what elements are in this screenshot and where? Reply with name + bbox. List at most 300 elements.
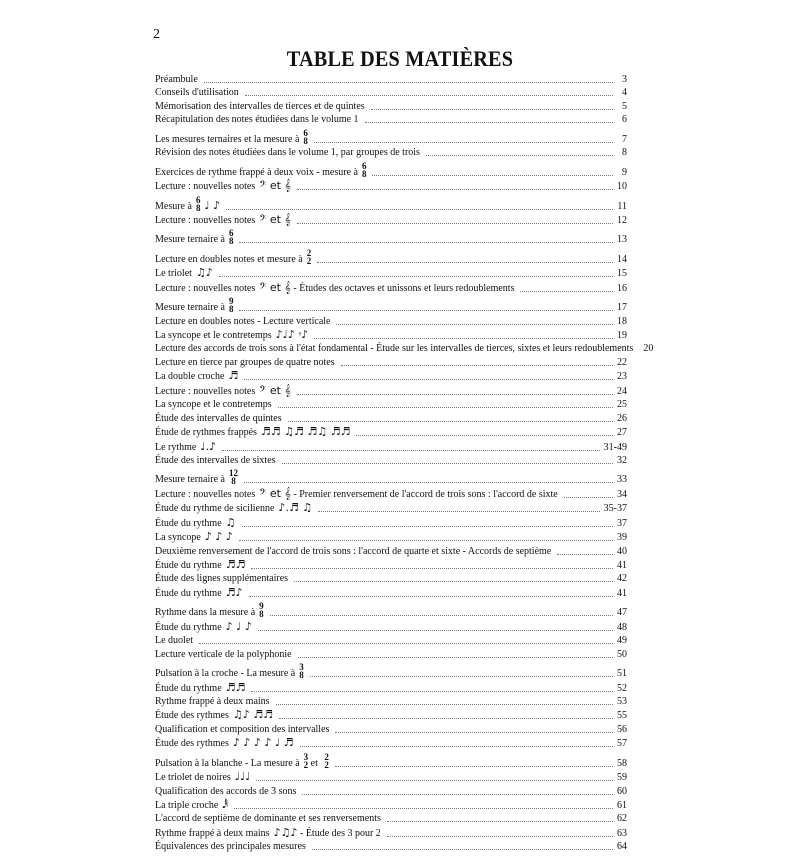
dot-leader: [335, 766, 613, 767]
toc-entry[interactable]: [155, 358, 627, 368]
toc-entry[interactable]: [155, 280, 627, 294]
toc-page-number: 23: [617, 371, 627, 383]
toc-entry-title: [155, 560, 245, 571]
toc-entry[interactable]: [155, 162, 627, 178]
toc-entry-title: [155, 515, 236, 529]
toc-entry-title: [155, 249, 311, 265]
toc-page-number: 24: [617, 385, 627, 397]
dot-leader: [312, 849, 613, 850]
toc-entry-title: [155, 503, 312, 514]
time-signature-denominator: 2: [303, 759, 309, 770]
dot-leader: [520, 291, 613, 292]
toc-entry-text: Étude du rythme: [155, 517, 222, 529]
time-signature-numerator: 2: [324, 751, 329, 762]
toc-entry-title: [155, 212, 291, 226]
toc-entry[interactable]: [155, 547, 627, 557]
toc-page-number: 31-49: [603, 441, 627, 453]
dot-leader: [298, 657, 613, 658]
toc-page-number: 61: [617, 800, 627, 811]
toc-entry[interactable]: [155, 560, 627, 571]
toc-entry-conjunction: et: [308, 757, 321, 769]
toc-entry-title: [155, 383, 291, 397]
toc-entry[interactable]: [155, 317, 627, 327]
toc-entry[interactable]: [155, 297, 627, 313]
dot-leader: [372, 175, 613, 176]
toc-entry-title: [155, 280, 515, 294]
toc-entry-text: Lecture verticale de la polyphonie: [155, 648, 292, 660]
toc-entry[interactable]: [155, 738, 627, 749]
music-notation-icon: ♫: [225, 515, 236, 529]
toc-entry-text: Mesure à: [155, 200, 192, 212]
time-signature: [196, 196, 201, 212]
toc-entry[interactable]: [155, 343, 654, 355]
toc-page-number: 48: [617, 621, 627, 633]
dot-leader: [564, 497, 613, 498]
toc-entry-text: Le triolet: [155, 268, 192, 280]
toc-entry[interactable]: [155, 129, 627, 145]
toc-entry[interactable]: [155, 650, 627, 660]
music-notation-icon: ♫♪ ♬♬: [232, 708, 273, 722]
toc-entry[interactable]: [155, 585, 627, 599]
music-notation-icon: ♬♬ ♫♬ ♬♫ ♬♬: [260, 425, 351, 439]
toc-entry[interactable]: [155, 456, 627, 466]
toc-entry-text: Conseils d'utilisation: [155, 87, 239, 99]
dot-leader: [294, 581, 613, 582]
toc-entry-title: [155, 297, 233, 313]
toc-entry[interactable]: [155, 503, 627, 514]
toc-page-number: 41: [617, 560, 627, 571]
time-signature-denominator: 8: [299, 670, 304, 681]
toc-entry-text: Rythme frappé à deux mains: [155, 695, 270, 707]
toc-page-number: 56: [617, 723, 627, 735]
toc-entry-title: [155, 636, 193, 646]
toc-entry[interactable]: [155, 400, 627, 410]
toc-entry-text: Lecture : nouvelles notes: [155, 214, 256, 226]
toc-page-number: 62: [617, 813, 627, 825]
toc-entry-text: Étude du rythme: [155, 560, 222, 571]
toc-entry[interactable]: [155, 115, 627, 125]
toc-entry-title: [155, 75, 198, 85]
toc-entry-text: Deuxième renversement de l'accord de trois sons : l'accord de quarte et sixte - Accords de septième: [155, 545, 552, 557]
dot-leader: [297, 189, 613, 190]
dot-leader: [279, 718, 613, 719]
dot-leader: [251, 691, 613, 692]
toc-page-number: 3: [622, 74, 627, 85]
toc-entry-title: [155, 650, 292, 660]
toc-entry[interactable]: [155, 469, 627, 485]
toc-page-number: 20: [643, 343, 654, 355]
dot-leader: [317, 262, 613, 263]
toc-entry-text: Étude des intervalles de quintes: [155, 412, 282, 424]
toc-entry[interactable]: [155, 532, 627, 543]
toc-entry-text: Rythme frappé à deux mains: [155, 827, 270, 839]
toc-entry-text: Étude du rythme: [155, 682, 222, 694]
time-signature-numerator: 9: [259, 601, 264, 612]
dot-leader: [239, 310, 613, 311]
toc-entry-text: La syncope: [155, 532, 201, 544]
toc-entry-title: [155, 680, 246, 694]
toc-entry-text: Révision des notes étudiées dans le volume 1, par groupes de trois: [155, 147, 420, 159]
toc-entry-title: [155, 697, 270, 707]
time-signature-numerator: 6: [195, 194, 201, 205]
toc-entry-text: Mesure ternaire à: [155, 474, 225, 486]
music-notation-icon: ♩ ♪: [204, 198, 221, 212]
toc-entry[interactable]: [155, 268, 627, 279]
toc-entry-title: [155, 619, 252, 633]
toc-entry-title: [155, 88, 239, 98]
toc-entry-text: Le duolet: [155, 635, 194, 647]
toc-entry[interactable]: [155, 75, 627, 85]
dot-leader: [276, 704, 613, 705]
toc-entry-title: [155, 358, 335, 368]
dot-leader: [297, 394, 613, 395]
toc-entry-text: Pulsation à la blanche - La mesure à: [155, 757, 300, 769]
music-notation-icon: 𝄢 et 𝄞: [259, 179, 291, 193]
toc-page-number: 26: [617, 412, 627, 424]
toc-entry[interactable]: [155, 486, 627, 500]
toc-entry[interactable]: [155, 88, 627, 98]
toc-entry-text: Le triolet de noires: [155, 772, 231, 784]
toc-entry-title: [155, 532, 233, 543]
dot-leader: [258, 630, 613, 631]
dot-leader: [226, 209, 613, 210]
toc-entry[interactable]: [155, 196, 627, 212]
music-notation-icon: ♩.♪: [200, 439, 217, 453]
toc-entry-text: Lecture des accords de trois sons à l'état fondamental - Étude sur les intervalles de tierces, sixtes et leurs redoublements: [155, 343, 634, 355]
toc-entry-text: Lecture en tierce par groupes de quatre notes: [155, 356, 335, 368]
toc-entry-title: [155, 787, 296, 797]
toc-entry-text: Lecture : nouvelles notes: [155, 181, 256, 193]
toc-entry[interactable]: [155, 249, 627, 265]
toc-page-number: 51: [617, 668, 627, 680]
toc-page-number: 37: [617, 517, 627, 529]
music-notation-icon: ♪.♬ ♫: [278, 501, 313, 515]
toc-entry[interactable]: [155, 371, 627, 382]
toc-entry-title: [155, 825, 381, 839]
toc-page-number: 32: [617, 454, 627, 466]
toc-entry-title: [155, 371, 238, 382]
time-signature-denominator: 2: [324, 759, 329, 770]
toc-page-number: 9: [622, 166, 627, 178]
dot-leader: [242, 526, 613, 527]
time-signature: [307, 249, 312, 265]
toc-entry-title: [155, 317, 330, 327]
toc-entry-text: Étude du rythme: [155, 587, 222, 599]
toc-page-number: 52: [617, 682, 627, 694]
toc-entry-title: [155, 710, 273, 721]
toc-entry[interactable]: [155, 330, 627, 341]
toc-page-number: 35-37: [603, 503, 627, 515]
toc-entry-title: [155, 330, 308, 341]
time-signature: [362, 162, 367, 178]
toc-page-number: 19: [617, 330, 627, 341]
toc-page-number: 12: [617, 214, 627, 226]
music-notation-icon: ♪ ♩ ♪: [225, 619, 252, 633]
dot-leader: [239, 242, 613, 243]
toc-entry-title: [155, 585, 243, 599]
music-notation-icon: 𝄢 et 𝄞: [259, 212, 291, 226]
toc-entry-text: Étude des rythmes: [155, 710, 229, 722]
toc-entry-title: [155, 439, 217, 453]
dot-leader: [318, 511, 599, 512]
toc-entry-text: La syncope et le contretemps: [155, 399, 272, 411]
toc-entry-text: Qualification des accords de 3 sons: [155, 785, 297, 797]
toc-entry-text: Étude des lignes supplémentaires: [155, 573, 289, 585]
toc-entry-text: Étude des rythmes: [155, 738, 229, 750]
dot-leader: [278, 407, 613, 408]
toc-entry-text: Qualification et composition des intervalles: [155, 723, 330, 735]
music-notation-icon: ♬♬: [225, 558, 246, 571]
toc-entry-text: La double croche: [155, 371, 225, 383]
toc-entry[interactable]: [155, 636, 627, 646]
dot-leader: [314, 338, 613, 339]
dot-leader: [310, 676, 613, 677]
time-signature-numerator: 12: [228, 468, 238, 479]
music-notation-icon: 𝄢 et 𝄞: [259, 486, 291, 500]
toc-page-number: 49: [617, 635, 627, 647]
toc-page-number: 25: [617, 399, 627, 411]
time-signature: [324, 753, 329, 769]
toc-page-number: 4: [622, 87, 627, 99]
dot-leader: [314, 142, 613, 143]
toc-entry-text: Les mesures ternaires et la mesure à: [155, 133, 300, 145]
toc-entry-title: [155, 469, 238, 485]
dot-leader: [245, 95, 613, 96]
toc-entry-title: [155, 344, 633, 354]
dot-leader: [335, 732, 613, 733]
toc-entry-suffix: - Étude des 3 pour 2: [297, 827, 381, 839]
toc-entry-title: [155, 486, 558, 500]
toc-entry-text: Lecture en doubles notes - Lecture verticale: [155, 315, 331, 327]
toc-page-number: 16: [617, 282, 627, 294]
time-signature: [229, 229, 234, 245]
toc-page-number: 7: [622, 133, 627, 145]
toc-entry-title: [155, 725, 329, 735]
toc-entry-title: [155, 181, 291, 192]
toc-entry-title: [155, 842, 306, 852]
time-signature-numerator: 3: [299, 662, 304, 673]
toc-page-number: 39: [617, 532, 627, 544]
music-notation-icon: ♪ ♪ ♪: [204, 530, 233, 544]
toc-entry-title: [155, 129, 308, 145]
toc-entry[interactable]: [155, 212, 627, 226]
toc-page-number: 55: [617, 710, 627, 722]
toc-entry[interactable]: [155, 710, 627, 721]
toc-page-number: 13: [617, 234, 627, 246]
time-signature-denominator: 8: [228, 236, 234, 247]
toc-entry-text: La triple croche: [155, 800, 219, 811]
toc-entry-text: Le rythme: [155, 441, 197, 453]
toc-entry[interactable]: [155, 772, 627, 783]
toc-entry-title: [155, 663, 304, 679]
dot-leader: [302, 794, 613, 795]
toc-entry-text: Étude de rythmes frappés: [155, 427, 257, 439]
toc-page-number: 40: [617, 545, 627, 557]
toc-page-number: 10: [617, 181, 627, 193]
toc-page-number: 22: [617, 356, 627, 368]
time-signature-numerator: 6: [303, 127, 308, 138]
toc-entry[interactable]: [155, 725, 627, 735]
music-notation-icon: 𝄢 et 𝄞: [259, 280, 291, 294]
toc-entry-suffix: - Études des octaves et unissons et leurs redoublements: [290, 282, 515, 294]
toc-page-number: 34: [617, 488, 627, 500]
toc-page-number: 58: [617, 757, 627, 769]
dot-leader: [204, 82, 613, 83]
time-signature-numerator: 6: [228, 228, 234, 239]
page-title: TABLE DES MATIÈRES: [286, 46, 514, 71]
music-notation-icon: ♪ ♪ ♪ ♪ ♩ ♬: [232, 736, 294, 750]
dot-leader: [300, 746, 614, 747]
toc-entry[interactable]: [155, 663, 627, 679]
time-signature: [259, 602, 264, 618]
dot-leader: [365, 122, 613, 123]
toc-entry[interactable]: [155, 439, 627, 453]
toc-entry-title: [155, 268, 213, 279]
toc-entry[interactable]: [155, 697, 627, 707]
toc-entry-title: [155, 602, 264, 618]
toc-page-number: 50: [617, 648, 627, 660]
music-notation-icon: ♪♫♪: [273, 825, 298, 839]
toc-entry-text: Étude des intervalles de sixtes: [155, 454, 276, 466]
toc-page-number: 63: [617, 827, 627, 839]
toc-entry-text: Récapitulation des notes étudiées dans le volume 1: [155, 114, 359, 126]
dot-leader: [270, 615, 613, 616]
toc-entry[interactable]: [155, 825, 627, 839]
time-signature-numerator: 6: [361, 160, 367, 171]
toc-entry-text: Étude du rythme: [155, 621, 222, 633]
dot-leader: [341, 365, 613, 366]
time-signature: [229, 469, 238, 485]
toc-entry[interactable]: [155, 680, 627, 694]
toc-entry-title: [155, 102, 365, 112]
dot-leader: [219, 276, 613, 277]
toc-page-number: 18: [617, 315, 627, 327]
toc-page-number: 8: [622, 147, 627, 159]
toc-entry[interactable]: [155, 619, 627, 633]
toc-entry-text: Lecture : nouvelles notes: [155, 488, 256, 500]
toc-entry[interactable]: [155, 515, 627, 529]
toc-entry[interactable]: [155, 427, 627, 438]
toc-entry-title: [155, 800, 228, 811]
toc-entry-text: La syncope et le contretemps: [155, 330, 272, 341]
toc-entry[interactable]: [155, 229, 627, 245]
toc-page-number: 15: [617, 268, 627, 280]
toc-entry-text: Lecture : nouvelles notes: [155, 385, 256, 397]
toc-entry-title: [155, 772, 250, 783]
toc-entry-title: [155, 814, 381, 824]
dot-leader: [199, 643, 613, 644]
toc-entry[interactable]: [155, 148, 627, 158]
toc-entry-text: Lecture en doubles notes et mesure à: [155, 253, 303, 265]
toc-entry[interactable]: [155, 787, 627, 797]
toc-entry[interactable]: [155, 574, 627, 584]
time-signature-numerator: 2: [306, 247, 312, 258]
toc-entry-text: Étude du rythme de sicilienne: [155, 503, 275, 515]
time-signature-denominator: 8: [195, 202, 201, 213]
music-notation-icon: ♩♩♩: [234, 770, 251, 784]
dot-leader: [387, 821, 613, 822]
time-signature-denominator: 8: [361, 168, 367, 179]
toc-entry[interactable]: [155, 800, 627, 811]
time-signature-denominator: 2: [306, 255, 312, 266]
toc-page-number: 27: [617, 427, 627, 439]
time-signature-denominator: 8: [231, 476, 236, 487]
music-notation-icon: 𝅘𝅥𝅱: [222, 798, 229, 811]
toc-entry[interactable]: [155, 383, 627, 397]
toc-entry[interactable]: [155, 842, 627, 852]
time-signature: [303, 129, 308, 145]
time-signature-denominator: 8: [303, 135, 308, 146]
toc-entry-title: [155, 196, 220, 212]
dot-leader: [256, 780, 613, 781]
toc-entry[interactable]: [155, 602, 627, 618]
toc-entry-text: Rythme dans la mesure à: [155, 607, 256, 619]
toc-page-number: 17: [617, 302, 627, 314]
music-notation-icon: ♬♬: [225, 680, 246, 694]
dot-leader: [251, 568, 613, 569]
dot-leader: [249, 596, 613, 597]
toc-entry-title: [155, 162, 366, 178]
toc-entry-text: Exercices de rythme frappé à deux voix - mesure à: [155, 166, 358, 178]
toc-entry-text: Lecture : nouvelles notes: [155, 282, 256, 294]
toc-page-number: 41: [617, 587, 627, 599]
toc-page-number: 64: [617, 841, 627, 853]
dot-leader: [371, 109, 613, 110]
toc-entry-text: Préambule: [155, 74, 198, 85]
time-signature-numerator: 9: [228, 296, 234, 307]
toc-entry[interactable]: [155, 102, 627, 112]
toc-entry-title: [155, 427, 350, 438]
dot-leader: [282, 463, 613, 464]
toc-page-number: 11: [617, 200, 627, 212]
dot-leader: [426, 155, 613, 156]
toc-entry-title: [155, 115, 359, 125]
time-signature-numerator: 3: [303, 751, 309, 762]
page-number: 2: [153, 27, 160, 42]
toc-entry-title: [155, 547, 551, 557]
toc-page-number: 53: [617, 695, 627, 707]
dot-leader: [234, 808, 613, 809]
toc-entry-suffix: - Premier renversement de l'accord de trois sons : l'accord de sixte: [290, 488, 558, 500]
toc-entry[interactable]: [155, 414, 627, 424]
toc-entry-title: [155, 414, 282, 424]
dot-leader: [356, 435, 613, 436]
toc-entry-text: Équivalences des principales mesures: [155, 841, 306, 853]
toc-entry-text: L'accord de septième de dominante et ses renversements: [155, 813, 381, 825]
dot-leader: [297, 223, 613, 224]
toc-entry[interactable]: [155, 181, 627, 192]
dot-leader: [244, 379, 613, 380]
toc-entry-title: [155, 574, 288, 584]
dot-leader: [244, 482, 613, 483]
toc-entry[interactable]: [155, 753, 627, 769]
toc-entry[interactable]: [155, 814, 627, 824]
toc-entry-title: [155, 229, 233, 245]
time-signature-denominator: 8: [228, 304, 234, 315]
toc-page-number: 42: [617, 573, 627, 585]
toc-page-number: 60: [617, 785, 627, 797]
music-notation-icon: ♫♪: [195, 266, 213, 280]
music-notation-icon: ♬: [228, 369, 239, 383]
toc-page-number: 5: [622, 100, 627, 112]
toc-entry-title: [155, 456, 276, 466]
toc-entry-title: [155, 400, 272, 410]
dot-leader: [288, 421, 613, 422]
music-notation-icon: ♪♩♪ 𝄾♪: [275, 328, 309, 341]
toc-entry-title: [155, 753, 329, 769]
dot-leader: [336, 324, 613, 325]
time-signature-denominator: 8: [259, 609, 264, 620]
